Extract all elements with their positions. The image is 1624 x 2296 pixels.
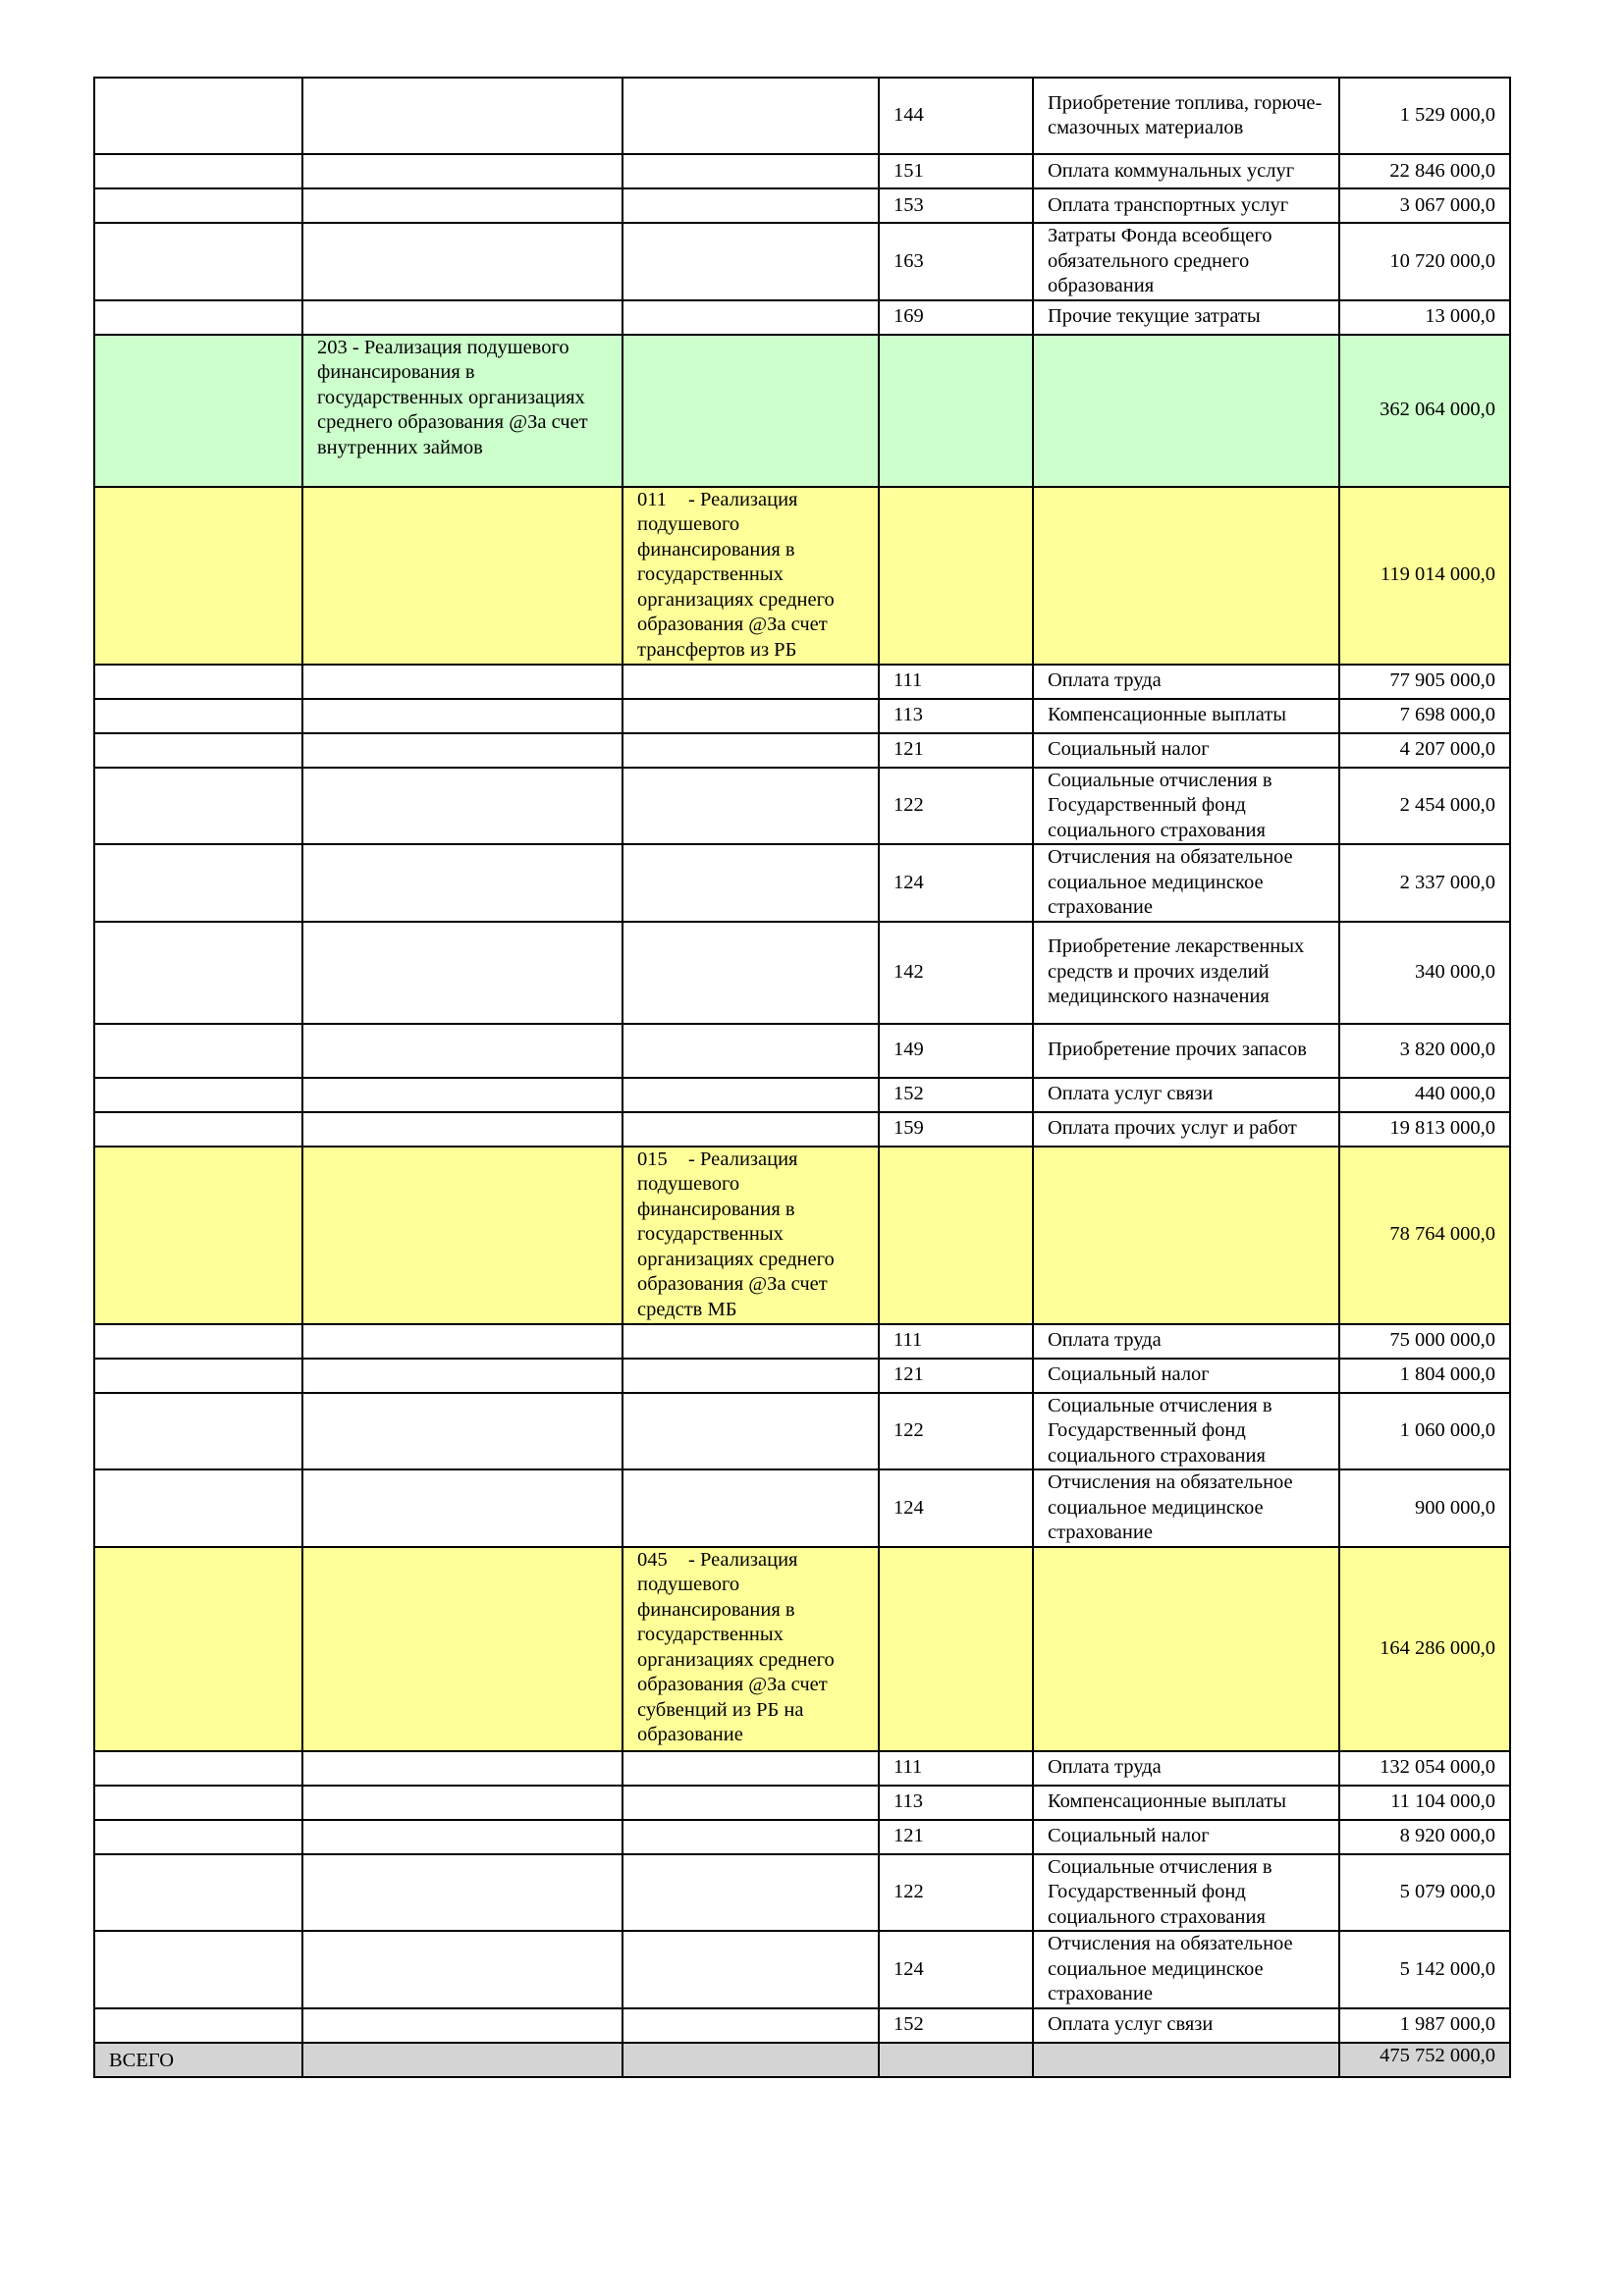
empty-cell <box>623 844 879 922</box>
amount-cell: 1 987 000,0 <box>1339 2008 1510 2043</box>
expense-row <box>94 699 1510 733</box>
specifics-description-cell: Оплата транспортных услуг <box>1033 188 1339 223</box>
specifics-code-cell: 142 <box>879 922 1033 1024</box>
empty-cell <box>94 1854 302 1932</box>
empty-cell <box>623 922 879 1024</box>
amount-cell: 2 454 000,0 <box>1339 768 1510 845</box>
expense-row <box>94 1751 1510 1786</box>
expense-row <box>94 2008 1510 2043</box>
empty-cell <box>302 1820 623 1854</box>
empty-cell <box>1033 2043 1339 2077</box>
empty-cell <box>94 1147 302 1324</box>
amount-cell: 900 000,0 <box>1339 1469 1510 1547</box>
specifics-code-cell: 121 <box>879 1359 1033 1393</box>
specifics-description-cell: Отчисления на обязательное социальное медицинское страхование <box>1033 1931 1339 2008</box>
amount-cell: 78 764 000,0 <box>1339 1147 1510 1324</box>
empty-cell <box>94 1024 302 1078</box>
specifics-description-cell: Отчисления на обязательное социальное медицинское страхование <box>1033 844 1339 922</box>
empty-cell <box>623 335 879 487</box>
specifics-code-cell: 111 <box>879 1751 1033 1786</box>
empty-cell <box>302 1469 623 1547</box>
expense-row <box>94 1324 1510 1359</box>
specifics-description-cell: Оплата труда <box>1033 665 1339 699</box>
empty-cell <box>94 1324 302 1359</box>
specifics-code-cell: 152 <box>879 1078 1033 1112</box>
expense-row <box>94 1359 1510 1393</box>
empty-cell <box>623 1324 879 1359</box>
empty-cell <box>1033 487 1339 665</box>
empty-cell <box>94 1751 302 1786</box>
specifics-description-cell: Социальный налог <box>1033 1820 1339 1854</box>
expense-row <box>94 1854 1510 1932</box>
empty-cell <box>94 665 302 699</box>
empty-cell <box>623 1786 879 1820</box>
empty-cell <box>302 1024 623 1078</box>
empty-cell <box>302 768 623 845</box>
empty-cell <box>623 1024 879 1078</box>
empty-cell <box>302 78 623 154</box>
empty-cell <box>302 487 623 665</box>
expense-row <box>94 1112 1510 1147</box>
empty-cell <box>623 1820 879 1854</box>
specifics-description-cell: Социальные отчисления в Государственный фонд социального страхования <box>1033 1854 1339 1932</box>
empty-cell <box>302 154 623 188</box>
amount-cell: 132 054 000,0 <box>1339 1751 1510 1786</box>
empty-cell <box>94 1547 302 1751</box>
amount-cell: 2 337 000,0 <box>1339 844 1510 922</box>
expense-row <box>94 844 1510 922</box>
empty-cell <box>94 733 302 768</box>
empty-cell <box>302 844 623 922</box>
empty-cell <box>623 1751 879 1786</box>
amount-cell: 340 000,0 <box>1339 922 1510 1024</box>
amount-cell: 5 079 000,0 <box>1339 1854 1510 1932</box>
specifics-description-cell: Компенсационные выплаты <box>1033 699 1339 733</box>
empty-cell <box>623 1469 879 1547</box>
specifics-description-cell: Оплата коммунальных услуг <box>1033 154 1339 188</box>
specifics-code-cell: 122 <box>879 1393 1033 1470</box>
specifics-code-cell: 163 <box>879 223 1033 300</box>
specifics-code-cell: 122 <box>879 1854 1033 1932</box>
specifics-description-cell: Приобретение лекарственных средств и прочих изделий медицинского назначения <box>1033 922 1339 1024</box>
total-row <box>94 2043 1510 2077</box>
specifics-description-cell: Социальные отчисления в Государственный фонд социального страхования <box>1033 768 1339 845</box>
empty-cell <box>94 188 302 223</box>
empty-cell <box>94 1078 302 1112</box>
subprogram-code: 045 <box>637 1548 668 1571</box>
specifics-description-cell: Приобретение топлива, горюче-смазочных материалов <box>1033 78 1339 154</box>
specifics-code-cell: 124 <box>879 1931 1033 2008</box>
specifics-description-cell: Социальные отчисления в Государственный фонд социального страхования <box>1033 1393 1339 1470</box>
specifics-description-cell: Социальный налог <box>1033 733 1339 768</box>
specifics-code-cell: 111 <box>879 665 1033 699</box>
empty-cell <box>879 335 1033 487</box>
specifics-description-cell: Компенсационные выплаты <box>1033 1786 1339 1820</box>
specifics-description-cell: Затраты Фонда всеобщего обязательного среднего образования <box>1033 223 1339 300</box>
empty-cell <box>302 1854 623 1932</box>
empty-cell <box>302 699 623 733</box>
expense-row <box>94 1931 1510 2008</box>
expense-row <box>94 768 1510 845</box>
empty-cell <box>623 768 879 845</box>
specifics-code-cell: 144 <box>879 78 1033 154</box>
empty-cell <box>623 188 879 223</box>
empty-cell <box>94 1393 302 1470</box>
subprogram-label-cell <box>623 487 879 665</box>
specifics-code-cell: 121 <box>879 1820 1033 1854</box>
empty-cell <box>623 2008 879 2043</box>
empty-cell <box>623 1112 879 1147</box>
subprogram-row <box>94 1147 1510 1324</box>
budget-table-sheet <box>93 77 1509 2078</box>
empty-cell <box>302 223 623 300</box>
empty-cell <box>94 154 302 188</box>
empty-cell <box>302 1324 623 1359</box>
budget-table-body <box>94 78 1510 2077</box>
specifics-description-cell: Оплата услуг связи <box>1033 2008 1339 2043</box>
empty-cell <box>302 1147 623 1324</box>
expense-row <box>94 922 1510 1024</box>
empty-cell <box>879 1547 1033 1751</box>
empty-cell <box>94 768 302 845</box>
empty-cell <box>623 2043 879 2077</box>
specifics-code-cell: 113 <box>879 699 1033 733</box>
empty-cell <box>302 1393 623 1470</box>
expense-row <box>94 223 1510 300</box>
amount-cell: 11 104 000,0 <box>1339 1786 1510 1820</box>
subprogram-title: - Реализация подушевого финансирования в государственных организациях среднего образования @За счет средств МБ <box>637 1148 835 1320</box>
empty-cell <box>302 1547 623 1751</box>
empty-cell <box>302 665 623 699</box>
specifics-code-cell: 121 <box>879 733 1033 768</box>
specifics-code-cell: 124 <box>879 1469 1033 1547</box>
empty-cell <box>302 733 623 768</box>
expense-row <box>94 188 1510 223</box>
amount-cell: 13 000,0 <box>1339 300 1510 335</box>
empty-cell <box>1033 1547 1339 1751</box>
empty-cell <box>623 733 879 768</box>
empty-cell <box>623 154 879 188</box>
amount-cell: 3 820 000,0 <box>1339 1024 1510 1078</box>
empty-cell <box>302 188 623 223</box>
expense-row <box>94 1820 1510 1854</box>
empty-cell <box>302 1112 623 1147</box>
amount-cell: 362 064 000,0 <box>1339 335 1510 487</box>
specifics-code-cell: 153 <box>879 188 1033 223</box>
empty-cell <box>94 300 302 335</box>
amount-cell: 1 060 000,0 <box>1339 1393 1510 1470</box>
empty-cell <box>94 487 302 665</box>
subprogram-row <box>94 1547 1510 1751</box>
subprogram-title: - Реализация подушевого финансирования в государственных организациях среднего образования @За счет субвенций из РБ на образование <box>637 1548 835 1745</box>
specifics-code-cell: 169 <box>879 300 1033 335</box>
amount-cell: 10 720 000,0 <box>1339 223 1510 300</box>
empty-cell <box>302 1078 623 1112</box>
amount-cell: 22 846 000,0 <box>1339 154 1510 188</box>
specifics-code-cell: 113 <box>879 1786 1033 1820</box>
amount-cell: 5 142 000,0 <box>1339 1931 1510 2008</box>
specifics-description-cell: Оплата прочих услуг и работ <box>1033 1112 1339 1147</box>
empty-cell <box>94 223 302 300</box>
specifics-description-cell: Оплата услуг связи <box>1033 1078 1339 1112</box>
specifics-code-cell: 124 <box>879 844 1033 922</box>
amount-cell: 8 920 000,0 <box>1339 1820 1510 1854</box>
empty-cell <box>623 1931 879 2008</box>
empty-cell <box>302 1359 623 1393</box>
specifics-description-cell: Отчисления на обязательное социальное медицинское страхование <box>1033 1469 1339 1547</box>
empty-cell <box>879 2043 1033 2077</box>
empty-cell <box>94 1112 302 1147</box>
empty-cell <box>879 1147 1033 1324</box>
empty-cell <box>94 1931 302 2008</box>
empty-cell <box>623 1359 879 1393</box>
amount-cell: 77 905 000,0 <box>1339 665 1510 699</box>
budget-table <box>93 77 1511 2078</box>
amount-cell: 1 529 000,0 <box>1339 78 1510 154</box>
subprogram-label-cell <box>623 1147 879 1324</box>
total-label-cell: ВСЕГО <box>94 2043 302 2077</box>
expense-row <box>94 78 1510 154</box>
empty-cell <box>302 1786 623 1820</box>
specifics-code-cell: 149 <box>879 1024 1033 1078</box>
subprogram-code: 011 <box>637 488 667 510</box>
empty-cell <box>623 223 879 300</box>
empty-cell <box>302 1931 623 2008</box>
specifics-code-cell: 159 <box>879 1112 1033 1147</box>
expense-row <box>94 154 1510 188</box>
specifics-description-cell: Социальный налог <box>1033 1359 1339 1393</box>
program-row <box>94 335 1510 487</box>
amount-cell: 164 286 000,0 <box>1339 1547 1510 1751</box>
specifics-code-cell: 152 <box>879 2008 1033 2043</box>
specifics-description-cell: Оплата труда <box>1033 1751 1339 1786</box>
expense-row <box>94 1786 1510 1820</box>
empty-cell <box>623 699 879 733</box>
empty-cell <box>94 1786 302 1820</box>
specifics-code-cell: 151 <box>879 154 1033 188</box>
empty-cell <box>623 78 879 154</box>
expense-row <box>94 665 1510 699</box>
specifics-description-cell: Прочие текущие затраты <box>1033 300 1339 335</box>
subprogram-row <box>94 487 1510 665</box>
empty-cell <box>94 922 302 1024</box>
empty-cell <box>94 1359 302 1393</box>
amount-cell: 1 804 000,0 <box>1339 1359 1510 1393</box>
empty-cell <box>302 922 623 1024</box>
specifics-description-cell: Приобретение прочих запасов <box>1033 1024 1339 1078</box>
amount-cell: 7 698 000,0 <box>1339 699 1510 733</box>
amount-cell: 75 000 000,0 <box>1339 1324 1510 1359</box>
empty-cell <box>94 1820 302 1854</box>
empty-cell <box>94 1469 302 1547</box>
expense-row <box>94 1393 1510 1470</box>
empty-cell <box>302 2008 623 2043</box>
expense-row <box>94 1078 1510 1112</box>
expense-row <box>94 733 1510 768</box>
empty-cell <box>94 699 302 733</box>
empty-cell <box>94 335 302 487</box>
empty-cell <box>302 2043 623 2077</box>
program-label-cell: 203 - Реализация подушевого финансирования в государственных организациях среднего образования @За счет внутренних займов <box>302 335 623 487</box>
empty-cell <box>623 1393 879 1470</box>
expense-row <box>94 300 1510 335</box>
empty-cell <box>623 1854 879 1932</box>
empty-cell <box>94 844 302 922</box>
amount-cell: 4 207 000,0 <box>1339 733 1510 768</box>
empty-cell <box>94 2008 302 2043</box>
empty-cell <box>302 1751 623 1786</box>
amount-cell: 19 813 000,0 <box>1339 1112 1510 1147</box>
empty-cell <box>623 665 879 699</box>
expense-row <box>94 1469 1510 1547</box>
subprogram-code: 015 <box>637 1148 668 1170</box>
empty-cell <box>302 300 623 335</box>
specifics-code-cell: 122 <box>879 768 1033 845</box>
total-amount-cell: 475 752 000,0 <box>1339 2043 1510 2077</box>
amount-cell: 440 000,0 <box>1339 1078 1510 1112</box>
subprogram-title: - Реализация подушевого финансирования в государственных организациях среднего образования @За счет трансфертов из РБ <box>637 488 835 661</box>
empty-cell <box>623 1078 879 1112</box>
empty-cell <box>623 300 879 335</box>
empty-cell <box>879 487 1033 665</box>
empty-cell <box>94 78 302 154</box>
amount-cell: 3 067 000,0 <box>1339 188 1510 223</box>
amount-cell: 119 014 000,0 <box>1339 487 1510 665</box>
subprogram-label-cell <box>623 1547 879 1751</box>
expense-row <box>94 1024 1510 1078</box>
specifics-code-cell: 111 <box>879 1324 1033 1359</box>
specifics-description-cell: Оплата труда <box>1033 1324 1339 1359</box>
empty-cell <box>1033 1147 1339 1324</box>
empty-cell <box>1033 335 1339 487</box>
